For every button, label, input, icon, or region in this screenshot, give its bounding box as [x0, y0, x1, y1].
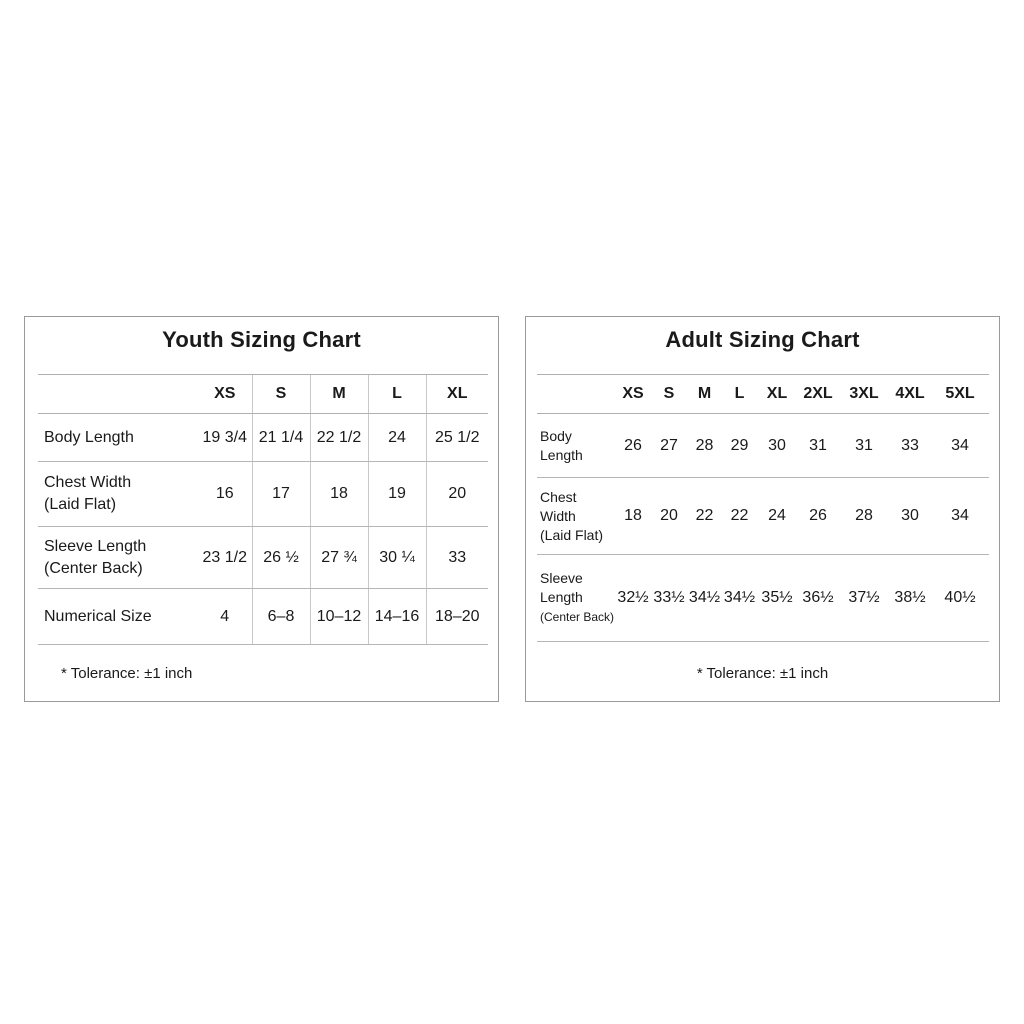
- table-cell: 26 ½: [252, 527, 310, 589]
- table-cell: 37½: [839, 555, 889, 642]
- adult-row-label-body-length: [537, 414, 615, 478]
- table-cell: 32½: [615, 555, 651, 642]
- row-label-subtext: (Center Back): [540, 610, 615, 624]
- table-cell: 30 ¼: [368, 527, 426, 589]
- table-cell: 22: [687, 478, 722, 555]
- row-label-text: Sleeve Length: [44, 537, 147, 555]
- table-cell: 33: [426, 527, 488, 589]
- adult-size-header: M: [687, 375, 722, 414]
- row-label-text: Chest Width: [44, 474, 132, 491]
- youth-tolerance-note: * Tolerance: ±1 inch: [61, 665, 193, 682]
- adult-tolerance-note: * Tolerance: ±1 inch: [696, 665, 829, 682]
- table-cell: 23 1/2: [198, 527, 252, 589]
- youth-chart-title: Youth Sizing Chart: [162, 327, 361, 352]
- adult-size-header: S: [651, 375, 687, 414]
- youth-size-header: L: [368, 375, 426, 414]
- youth-size-table: [38, 374, 488, 645]
- youth-row-label-body-length: [38, 414, 198, 462]
- row-label-text: Chest: [540, 488, 577, 505]
- row-label-text: Sleeve: [540, 570, 583, 586]
- table-cell: 18–20: [426, 589, 488, 645]
- table-cell: 33: [889, 414, 931, 478]
- table-cell: 29: [722, 414, 757, 478]
- row-label-subtext: (Center Back): [44, 559, 143, 577]
- adult-row-label-chest-width: [537, 478, 615, 555]
- row-label-text: Length: [540, 589, 583, 605]
- youth-row-label-chest-width: [38, 462, 198, 527]
- table-cell: 22: [722, 478, 757, 555]
- table-cell: 20: [651, 478, 687, 555]
- adult-size-header: 4XL: [889, 375, 931, 414]
- table-cell: 27 ¾: [310, 527, 368, 589]
- table-cell: 28: [687, 414, 722, 478]
- table-row: [537, 555, 989, 642]
- table-cell: 35½: [757, 555, 797, 642]
- table-cell: 14–16: [368, 589, 426, 645]
- adult-chart-title: Adult Sizing Chart: [665, 327, 860, 352]
- table-cell: 31: [797, 414, 839, 478]
- adult-size-header: 2XL: [797, 375, 839, 414]
- table-cell: 34½: [722, 555, 757, 642]
- table-cell: 19: [368, 462, 426, 527]
- table-cell: 40½: [931, 555, 989, 642]
- adult-sizing-card: [525, 316, 1000, 702]
- row-label-text: Width: [540, 507, 576, 524]
- youth-header-row: [38, 375, 488, 414]
- table-cell: 18: [310, 462, 368, 527]
- adult-size-header: L: [722, 375, 757, 414]
- youth-sizing-card: [24, 316, 499, 702]
- table-cell: 34½: [687, 555, 722, 642]
- table-cell: 24: [757, 478, 797, 555]
- table-cell: 27: [651, 414, 687, 478]
- table-cell: 21 1/4: [252, 414, 310, 462]
- adult-size-header: XL: [757, 375, 797, 414]
- adult-size-table: [537, 374, 989, 642]
- table-row: [38, 527, 488, 589]
- adult-size-header: 5XL: [931, 375, 989, 414]
- row-label-text: Numerical Size: [44, 607, 152, 625]
- table-cell: 4: [198, 589, 252, 645]
- table-cell: 24: [368, 414, 426, 462]
- table-cell: 6–8: [252, 589, 310, 645]
- table-cell: 20: [426, 462, 488, 527]
- table-cell: 36½: [797, 555, 839, 642]
- table-row: [537, 414, 989, 478]
- youth-size-header: XL: [426, 375, 488, 414]
- table-cell: 38½: [889, 555, 931, 642]
- table-cell: 34: [931, 414, 989, 478]
- table-cell: 16: [198, 462, 252, 527]
- youth-row-label-numerical-size: [38, 589, 198, 645]
- adult-header-row: [537, 375, 989, 414]
- adult-size-header: 3XL: [839, 375, 889, 414]
- youth-size-header: XS: [198, 375, 252, 414]
- table-cell: 25 1/2: [426, 414, 488, 462]
- table-cell: 30: [757, 414, 797, 478]
- table-cell: 18: [615, 478, 651, 555]
- youth-header-corner: [38, 375, 198, 414]
- row-label-text: Body: [540, 427, 572, 444]
- row-label-text: Length: [540, 446, 583, 463]
- table-cell: 26: [615, 414, 651, 478]
- youth-row-label-sleeve-length: [38, 527, 198, 589]
- table-cell: 19 3/4: [198, 414, 252, 462]
- table-cell: 10–12: [310, 589, 368, 645]
- table-cell: 17: [252, 462, 310, 527]
- adult-header-corner: [537, 375, 615, 414]
- table-row: [38, 414, 488, 462]
- table-cell: 33½: [651, 555, 687, 642]
- table-row: [537, 478, 989, 555]
- adult-size-header: XS: [615, 375, 651, 414]
- row-label-subtext: (Laid Flat): [540, 526, 604, 543]
- youth-size-header: S: [252, 375, 310, 414]
- youth-size-header: M: [310, 375, 368, 414]
- table-cell: 31: [839, 414, 889, 478]
- table-cell: 28: [839, 478, 889, 555]
- row-label-subtext: (Laid Flat): [44, 496, 117, 513]
- table-cell: 22 1/2: [310, 414, 368, 462]
- adult-row-label-sleeve-length: [537, 555, 615, 642]
- table-row: [38, 589, 488, 645]
- table-cell: 30: [889, 478, 931, 555]
- row-label-text: Body Length: [44, 428, 134, 446]
- table-cell: 34: [931, 478, 989, 555]
- table-cell: 26: [797, 478, 839, 555]
- table-row: [38, 462, 488, 527]
